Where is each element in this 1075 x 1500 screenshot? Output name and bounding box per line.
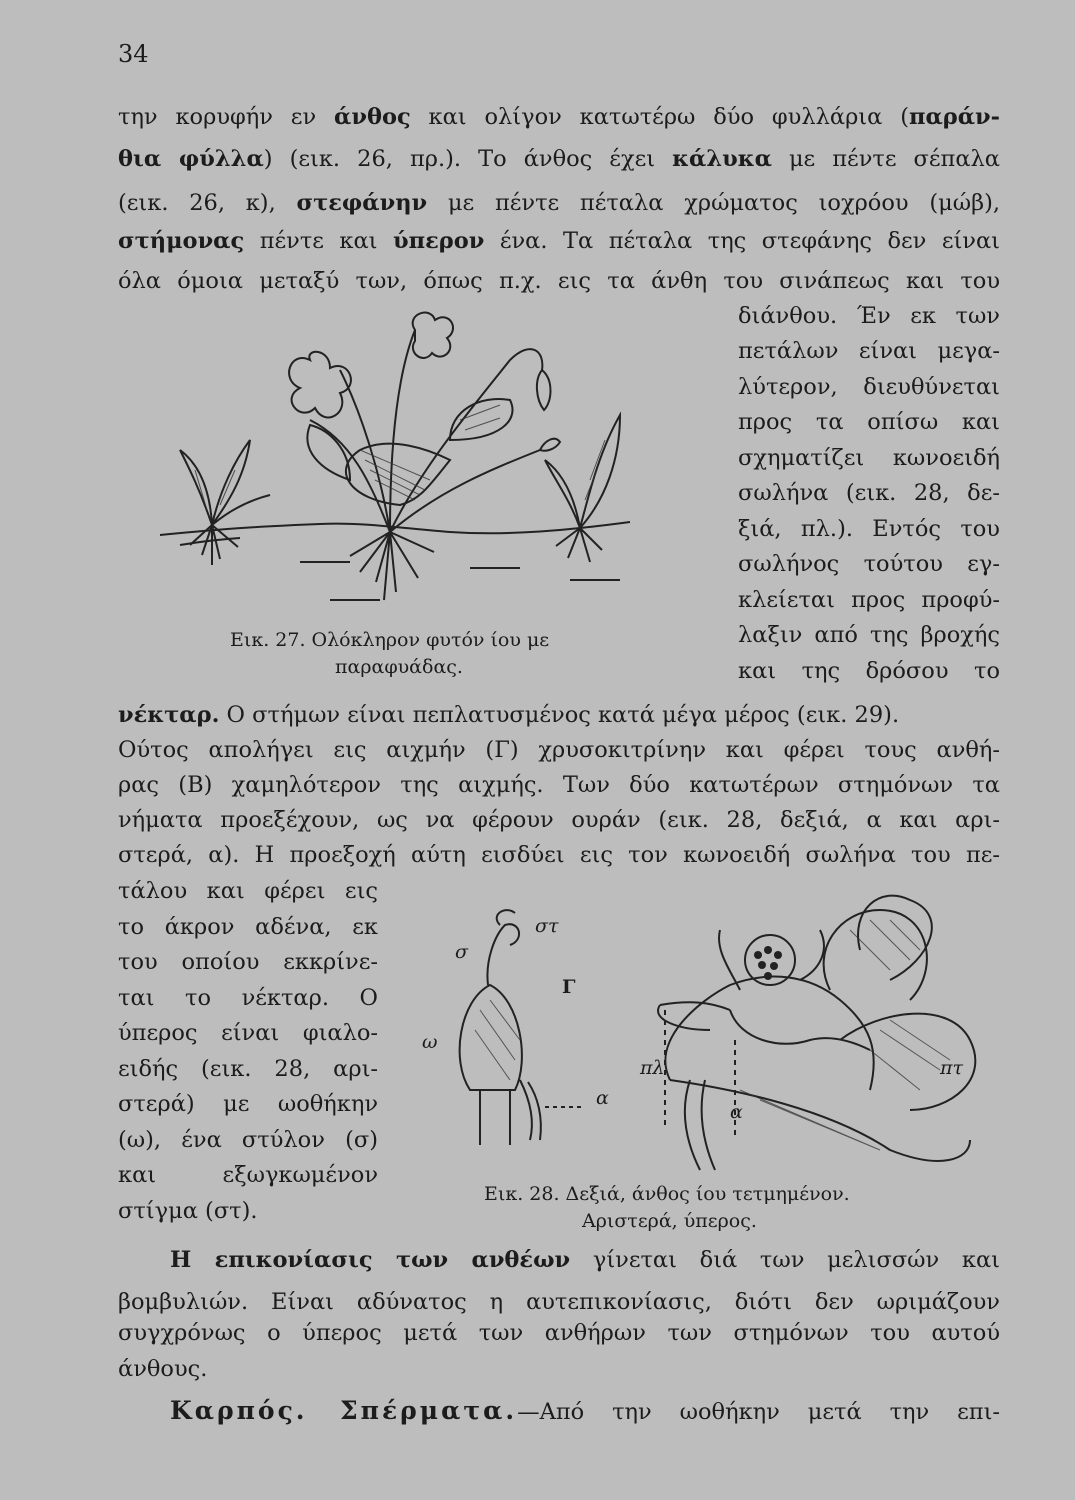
text-line: και της δρόσου το xyxy=(738,658,1000,684)
text-line: σωλήνος τούτου εγ- xyxy=(738,551,1000,577)
figure-27-violet-plant xyxy=(150,300,690,620)
text-line: πετάλων είναι μεγα- xyxy=(738,338,1000,364)
text-line: του οποίου εκκρίνε- xyxy=(118,949,378,975)
text-line: ξιά, πλ.). Εντός του xyxy=(738,516,1000,542)
fig28-label-o: ω xyxy=(422,1031,438,1053)
text-line: Ούτος απολήγει εις αιχμήν (Γ) χρυσοκιτρίνην και φέρει τους ανθή- xyxy=(118,737,1000,763)
text-line: ρας (Β) χαμηλότερον της αιχμής. Των δύο κατωτέρων στημόνων τα xyxy=(118,772,1000,798)
fig28-label-s: σ xyxy=(455,941,468,963)
text-line: ειδής (εικ. 28, αρι- xyxy=(118,1056,378,1082)
text-line: την κορυφήν εν άνθος και ολίγον κατωτέρω δύο φυλλάρια (παράν- xyxy=(118,104,1000,130)
figure-27-caption-line1: Εικ. 27. Ολόκληρον φυτόν ίου με xyxy=(230,629,550,651)
text-line: προς τα οπίσω και xyxy=(738,409,1000,435)
fig28-label-st: στ xyxy=(535,915,559,937)
page-number: 34 xyxy=(118,40,149,68)
figure-27-caption-line2: παραφυάδας. xyxy=(335,656,463,678)
figure-28-flower-section xyxy=(410,890,1000,1180)
fig28-label-g: Γ xyxy=(562,976,576,998)
figure-28-caption-line1: Εικ. 28. Δεξιά, άνθος ίου τετμημένον. xyxy=(484,1183,850,1205)
text-line: στήμονας πέντε και ύπερον ένα. Τα πέταλα της στεφάνης δεν είναι xyxy=(118,228,1000,254)
fig28-label-pl: πλ xyxy=(640,1057,665,1079)
text-line: θια φύλλα) (εικ. 26, πρ.). Το άνθος έχει κάλυκα με πέντε σέπαλα xyxy=(118,146,1000,172)
text-line: διάνθου. Έν εκ των xyxy=(738,303,1000,329)
fig28-label-pt: πτ xyxy=(940,1057,963,1079)
text-line: συγχρόνως ο ύπερος μετά των ανθήρων των στημόνων του αυτού xyxy=(118,1320,1000,1346)
text-line: νέκταρ. Ο στήμων είναι πεπλατυσμένος κατά μέγα μέρος (εικ. 29). xyxy=(118,702,900,728)
text-line: σωλήνα (εικ. 28, δε- xyxy=(738,480,1000,506)
text-line: Η επικονίασις των ανθέων γίνεται διά των μελισσών και xyxy=(170,1247,1000,1273)
text-line: λαξιν από της βροχής xyxy=(738,622,1000,648)
text-line: βομβυλιών. Είναι αδύνατος η αυτεπικονίασις, διότι δεν ωριμάζουν xyxy=(118,1289,1000,1315)
text-line: (ω), ένα στύλον (σ) xyxy=(118,1127,378,1153)
text-line: στερά, α). Η προεξοχή αύτη εισδύει εις τον κωνοειδή σωλήνα του πε- xyxy=(118,842,1000,868)
text-line: τάλου και φέρει εις xyxy=(118,878,378,904)
fig28-label-a2: α xyxy=(730,1101,743,1123)
section-heading-line: Καρπός. Σπέρματα.—Από την ωοθήκην μετά την επι- xyxy=(170,1396,1000,1425)
text-line: άνθους. xyxy=(118,1356,208,1382)
text-line: ύπερος είναι φιαλο- xyxy=(118,1020,378,1046)
text-line: λύτερον, διευθύνεται xyxy=(738,374,1000,400)
text-line: κλείεται προς προφύ- xyxy=(738,587,1000,613)
text-line: στερά) με ωοθήκην xyxy=(118,1091,378,1117)
fig28-label-a1: α xyxy=(596,1087,609,1109)
figure-28-caption-line2: Αριστερά, ύπερος. xyxy=(582,1210,757,1232)
text-line: στίγμα (στ). xyxy=(118,1198,258,1224)
text-line: σχηματίζει κωνοειδή xyxy=(738,445,1000,471)
text-line: και εξωγκωμένον xyxy=(118,1162,378,1188)
text-line: νήματα προεξέχουν, ως να φέρουν ουράν (εικ. 28, δεξιά, α και αρι- xyxy=(118,807,1000,833)
text-line: το άκρον αδένα, εκ xyxy=(118,914,378,940)
text-line: ται το νέκταρ. Ο xyxy=(118,985,378,1011)
text-line: (εικ. 26, κ), στεφάνην με πέντε πέταλα χρώματος ιοχρόου (μώβ), xyxy=(118,190,1000,216)
text-line: όλα όμοια μεταξύ των, όπως π.χ. εις τα άνθη του σινάπεως και του xyxy=(118,268,1000,294)
